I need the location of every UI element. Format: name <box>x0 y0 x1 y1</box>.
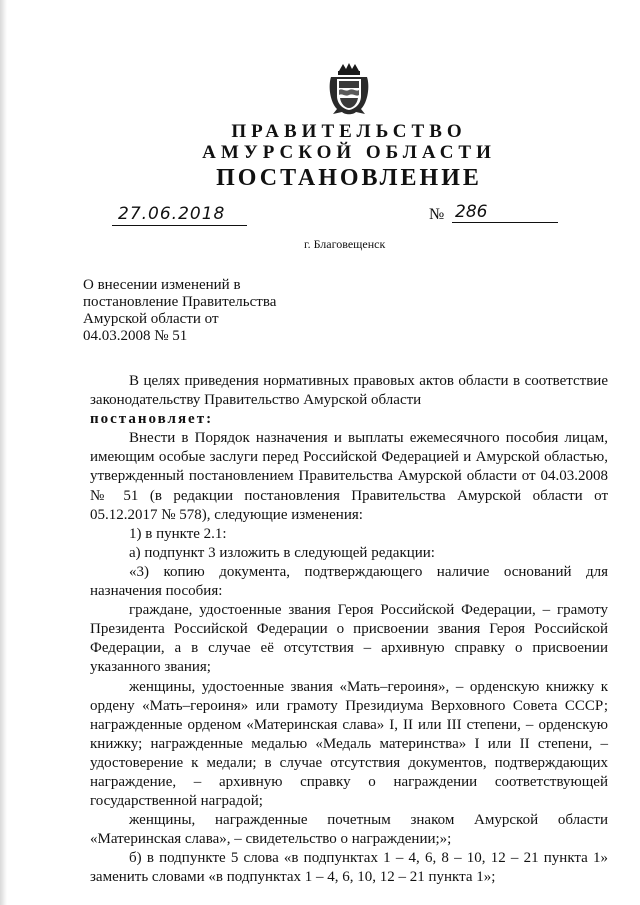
body-paragraph: граждане, удостоенные звания Героя Российской Федерации, – грамоту Президента Российской Федерации о присвоении звания Героя Российской Федерации, а в случае её отсутствия – архивную справку о присвоении указанного звания; <box>90 602 608 676</box>
document-number: 286 <box>455 202 488 222</box>
city-name: г. Благовещенск <box>304 237 386 251</box>
document-subject <box>83 277 276 345</box>
decree-word: постановляет: <box>90 411 214 428</box>
subject-line: О внесении изменений в <box>83 277 241 293</box>
body-paragraph: 1) в пункте 2.1: <box>129 525 227 542</box>
region-title: АМУРСКОЙ ОБЛАСТИ <box>202 142 496 163</box>
coat-of-arms-icon <box>327 62 371 118</box>
number-label: № <box>429 206 445 223</box>
body-paragraph: Внести в Порядок назначения и выплаты ежемесячного пособия лицам, имеющим особые заслуги перед Российской Федерацией и Амурской областью, утвержденный постановлением Правительства Амурской области от 04.03.2008 № 51 (в редакции постановления Правительства Амурской области от 05.12.2017 № 578), следующие изменения: <box>90 430 608 523</box>
subject-line: постановление Правительства <box>83 294 277 310</box>
body-paragraph: а) подпункт 3 изложить в следующей редакции: <box>129 544 435 561</box>
document-type: ПОСТАНОВЛЕНИЕ <box>216 165 482 191</box>
body-paragraph: женщины, награжденные почетным знаком Амурской области «Материнская слава», – свидетельство о награждении;»; <box>90 812 608 848</box>
intro-paragraph: В целях приведения нормативных правовых актов области в соответствие законодательству Правительство Амурской области <box>90 373 608 409</box>
date-underline <box>112 225 247 226</box>
subject-line: Амурской области от <box>83 311 219 327</box>
body-paragraph: б) в подпункте 5 слова «в подпунктах 1 – 4, 6, 8 – 10, 12 – 21 пункта 1» заменить словами «в подпунктах 1 – 4, 6, 10, 12 – 21 пункта 1»; <box>90 850 608 886</box>
number-underline <box>452 222 558 223</box>
body-paragraph: женщины, удостоенные звания «Мать–героиня», – орденскую книжку к ордену «Мать–героиня» или грамоту Президиума Верховного Совета СССР; награжденные орденом «Материнская слава» I, II или III степени, – орденскую книжку; награжденные медалью «Медаль материнства» I или II степени, – удостоверение к медали; в случае отсутствия документов, подтверждающих награждение, – архивную справку о награждении соответствующей государственной наградой; <box>90 678 608 810</box>
document-body <box>90 372 608 888</box>
government-title: ПРАВИТЕЛЬСТВО <box>231 121 467 142</box>
subject-line: 04.03.2008 № 51 <box>83 328 188 344</box>
body-paragraph: «3) копию документа, подтверждающего наличие оснований для назначения пособия: <box>90 563 608 600</box>
document-date: 27.06.2018 <box>118 204 226 224</box>
